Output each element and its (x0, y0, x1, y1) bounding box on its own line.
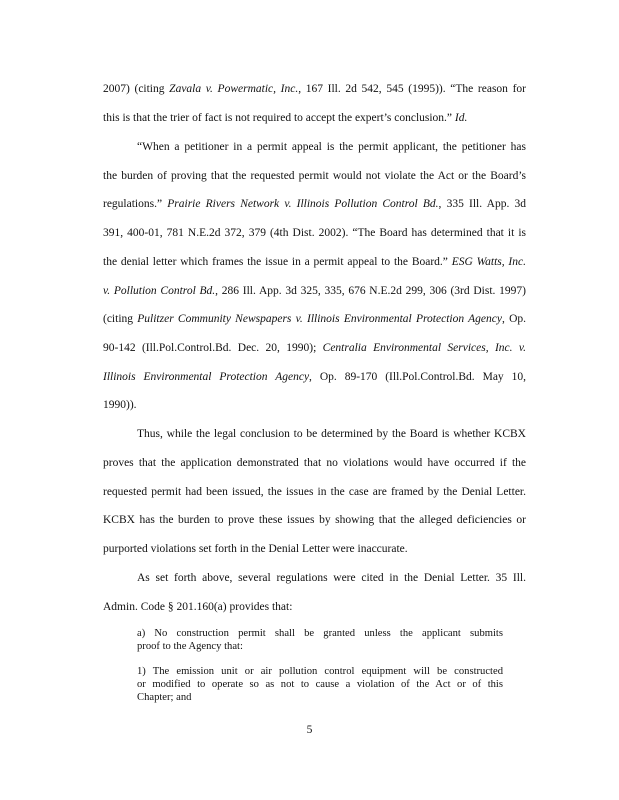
text-line: “When a petitioner in a permit appeal is the permit applicant, the petitioner has (137, 141, 526, 153)
quote-line: a) No construction permit shall be granted unless the applicant submits (137, 628, 503, 639)
text-line: Admin. Code § 201.160(a) provides that: (103, 601, 293, 613)
text-line: the denial letter which frames the issue in a permit appeal to the Board.” ESG Watts, Inc. (103, 256, 526, 268)
text-line: 1990)). (103, 399, 137, 411)
text-line: KCBX has the burden to prove these issues by showing that the alleged deficiencies or (103, 514, 526, 526)
text-line: 2007) (citing Zavala v. Powermatic, Inc., 167 Ill. 2d 542, 545 (1995)). “The reason for (103, 83, 526, 95)
text-line: 391, 400-01, 781 N.E.2d 372, 379 (4th Dist. 2002). “The Board has determined that it is (103, 227, 526, 239)
text-line: 90-142 (Ill.Pol.Control.Bd. Dec. 20, 1990); Centralia Environmental Services, Inc. v. (103, 342, 526, 354)
quote-line: or modified to operate so as not to cause a violation of the Act or of this (137, 679, 503, 690)
quote-line: Chapter; and (137, 692, 192, 703)
text-line: regulations.” Prairie Rivers Network v. Illinois Pollution Control Bd., 335 Ill. App. 3d (103, 198, 526, 210)
text-line: Illinois Environmental Protection Agency, Op. 89-170 (Ill.Pol.Control.Bd. May 10, (103, 371, 526, 383)
text-line: requested permit had been issued, the issues in the case are framed by the Denial Letter. (103, 486, 526, 498)
text-line: Thus, while the legal conclusion to be determined by the Board is whether KCBX (137, 428, 526, 440)
text-line: the burden of proving that the requested permit would not violate the Act or the Board’s (103, 170, 526, 182)
text-line: purported violations set forth in the Denial Letter were inaccurate. (103, 543, 408, 555)
text-line: proves that the application demonstrated that no violations would have occurred if the (103, 457, 526, 469)
text-line: As set forth above, several regulations were cited in the Denial Letter. 35 Ill. (137, 572, 526, 584)
quote-line: proof to the Agency that: (137, 641, 243, 652)
text-line: this is that the trier of fact is not required to accept the expert’s conclusion.” Id. (103, 112, 468, 124)
text-line: (citing Pulitzer Community Newspapers v. Illinois Environmental Protection Agency, Op. (103, 313, 526, 325)
text-line: v. Pollution Control Bd., 286 Ill. App. 3d 325, 335, 676 N.E.2d 299, 306 (3rd Dist. 1997) (103, 285, 526, 297)
quote-line: 1) The emission unit or air pollution control equipment will be constructed (137, 666, 503, 677)
page-number: 5 (306, 724, 313, 736)
